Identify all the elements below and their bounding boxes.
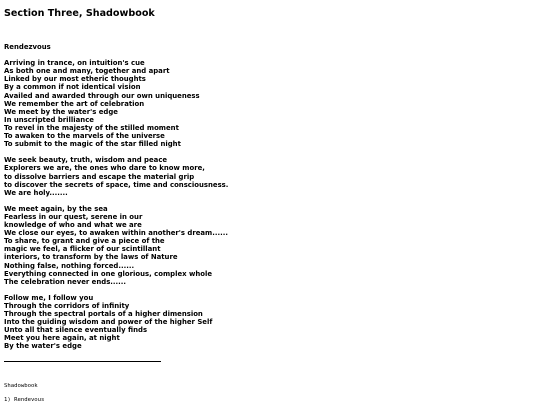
horizontal-rule	[4, 361, 161, 362]
poem-line: Arriving in trance, on intuition's cue	[4, 59, 145, 68]
poem-line: We are holy.......	[4, 188, 68, 197]
stanza-break	[4, 148, 228, 156]
poem-line: To revel in the majesty of the stilled moment	[4, 123, 179, 132]
poem-line: To share, to grant and give a piece of the	[4, 237, 165, 246]
poem-line: to discover the secrets of space, time and consciousness.	[4, 180, 229, 189]
poem-line: Follow me, I follow you	[4, 293, 94, 302]
poem-line: To awaken to the marvels of the universe	[4, 132, 165, 141]
footer-contents	[4, 383, 44, 404]
poem-line: By the water's edge	[4, 342, 82, 351]
poem-line: The celebration never ends......	[4, 277, 127, 286]
poem-line: We meet again, by the sea	[4, 204, 108, 213]
poem-line: to dissolve barriers and escape the material grip	[4, 172, 195, 181]
poem-spacer	[4, 51, 228, 59]
poem-line: knowledge of who and what we are	[4, 221, 142, 230]
poem-line: magic we feel, a flicker of our scintillant	[4, 245, 161, 254]
poem-line: Everything connected in one glorious, complex whole	[4, 269, 213, 278]
poem-line: Through the spectral portals of a higher dimension	[4, 310, 203, 319]
poem-line: Explorers we are, the ones who dare to know more,	[4, 164, 205, 173]
poem-line: Availed and awarded through our own uniqueness	[4, 91, 200, 100]
poem-line: By a common if not identical vision	[4, 83, 141, 92]
poem	[4, 43, 228, 351]
stanza-break	[4, 286, 228, 294]
stanza-break	[4, 197, 228, 205]
poem-line: Meet you here again, at night	[4, 334, 120, 343]
poem-line: As both one and many, together and apart	[4, 67, 170, 76]
poem-line: Fearless in our quest, serene in our	[4, 212, 143, 221]
footer-spacer	[4, 390, 44, 397]
poem-line: Unto all that silence eventually finds	[4, 326, 148, 335]
poem-line: Into the guiding wisdom and power of the higher Self	[4, 318, 213, 327]
poem-line: Linked by our most etheric thoughts	[4, 75, 146, 84]
poem-line: In unscripted brilliance	[4, 115, 94, 124]
poem-line: Through the corridors of infinity	[4, 302, 130, 310]
document-page	[4, 0, 534, 405]
poem-line: We seek beauty, truth, wisdom and peace	[4, 156, 168, 165]
poem-title: Rendezvous	[4, 43, 51, 51]
footer-heading: Shadowbook	[4, 383, 38, 389]
poem-line: To submit to the magic of the star filled night	[4, 140, 181, 149]
poem-line: Nothing false, nothing forced......	[4, 261, 135, 270]
poem-line: We remember the art of celebration	[4, 99, 145, 108]
poem-line: We meet by the water's edge	[4, 107, 118, 116]
section-title: Section Three, Shadowbook	[4, 8, 155, 19]
footer-list-item[interactable]: 1) Rendevous	[4, 397, 45, 403]
poem-line: We close our eyes, to awaken within another's dream......	[4, 229, 228, 238]
poem-line: interiors, to transform by the laws of Nature	[4, 253, 178, 262]
